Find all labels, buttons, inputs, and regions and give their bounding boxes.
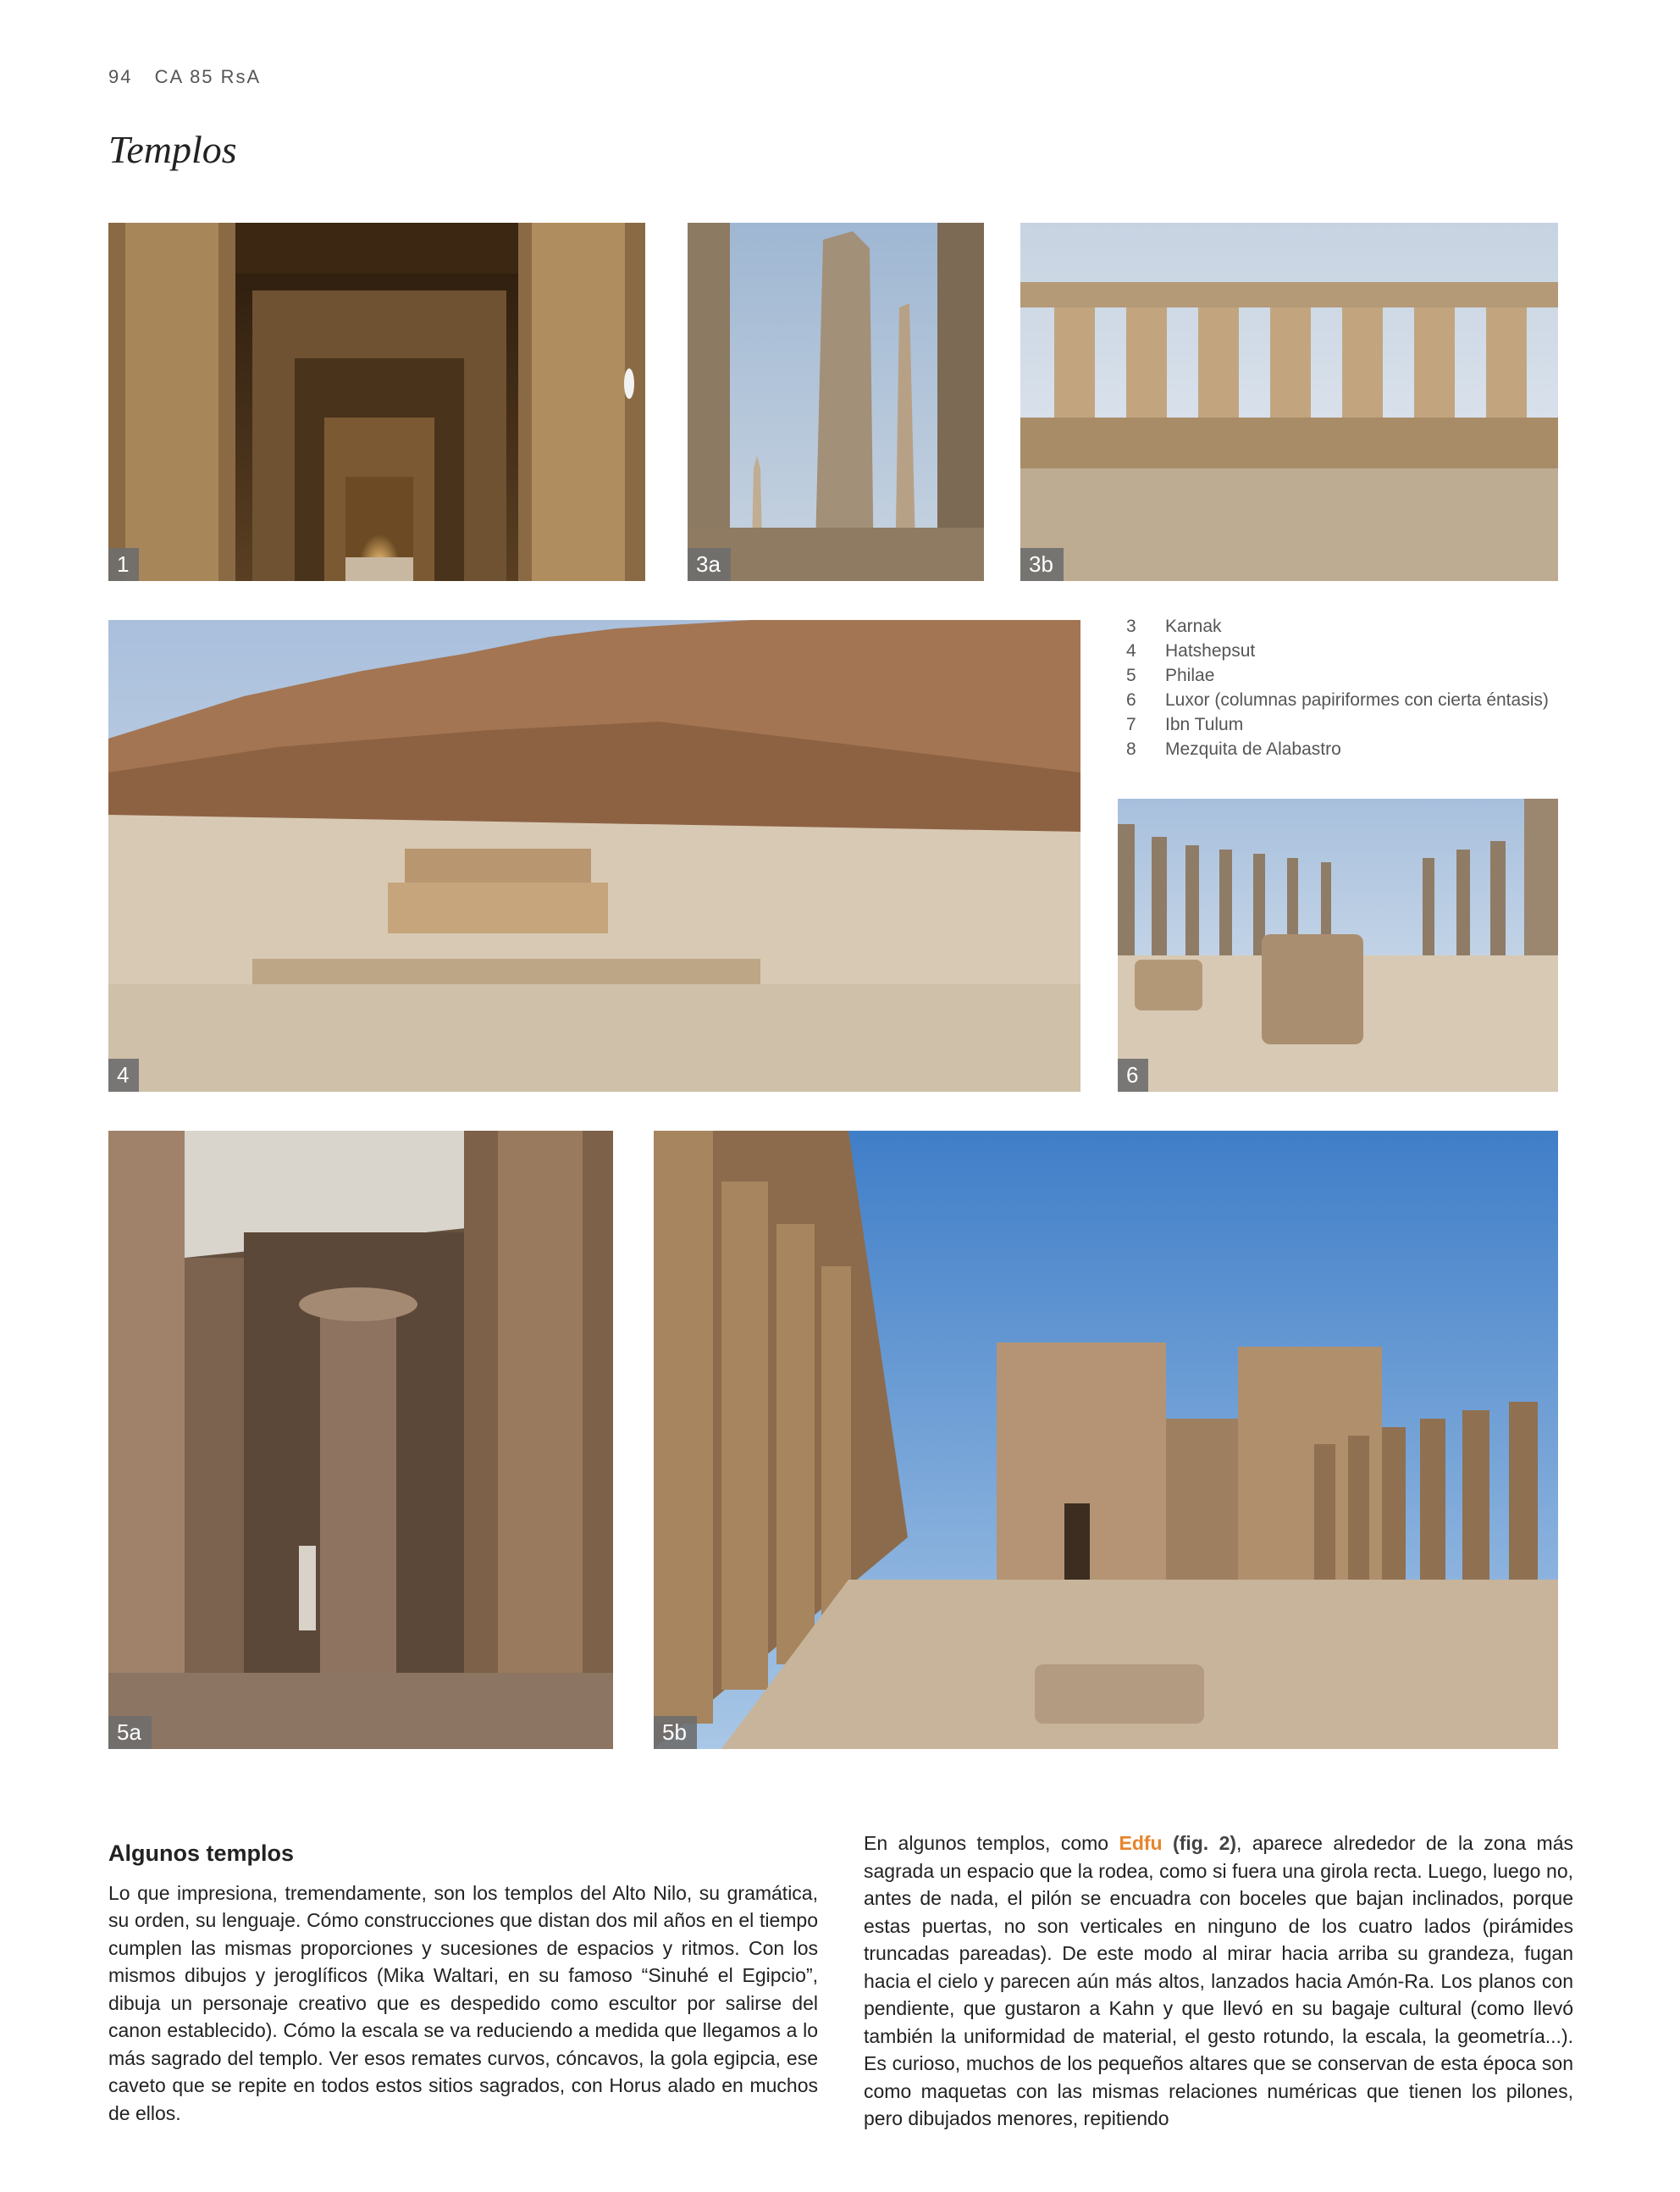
legend-item: 3 Karnak (1126, 617, 1222, 636)
figure-3a-label: 3a (688, 548, 731, 581)
edfu-highlight: Edfu (1119, 1832, 1163, 1854)
figure-5b-label: 5b (654, 1716, 697, 1749)
publication-name: CA 85 RsA (154, 66, 262, 87)
article-left-column (108, 1840, 818, 2127)
legend-item: 5 Philae (1126, 666, 1215, 685)
figure-5a-photo (108, 1131, 613, 1749)
figure-5b-photo (654, 1131, 1558, 1749)
running-head (108, 66, 261, 88)
figure-legend (1126, 617, 1549, 764)
article-left-paragraph: Lo que impresiona, tremendamente, son los templos del Alto Nilo, su gramática, su orden, su lenguaje. Cómo construcciones que distan dos mil años en el tiempo cumplen las mismas proporciones y sucesiones de espacios y ritmos. Con los mismos dibujos y jeroglíficos (Mika Waltari, en su famoso “Sinuhé el Egipcio”, dibuja un personaje creativo que es despedido como escultor por salirse del canon establecido). Cómo la escala se va reduciendo a medida que llegamos a lo más sagrado del templo. Ver esos remates curvos, cóncavos, la gola egipcia, ese caveto que se repite en todos estos sitios sagrados, con Horus alado en muchos de ellos. (108, 1881, 818, 2124)
figure-3b-label: 3b (1020, 548, 1064, 581)
article-heading: Algunos templos (108, 1841, 295, 1866)
figure-4-photo (108, 620, 1080, 1092)
page-number: 94 (108, 66, 133, 87)
figure-reference: (fig. 2) (1173, 1832, 1237, 1854)
legend-item: 6 Luxor (columnas papiriformes con cierta éntasis) (1126, 690, 1549, 710)
page-title: Templos (108, 128, 237, 171)
figure-6-label: 6 (1118, 1059, 1148, 1092)
figure-6-photo (1118, 799, 1558, 1092)
figure-3b-photo (1020, 223, 1558, 581)
figure-3a-photo (688, 223, 984, 581)
article-right-column (864, 1829, 1573, 2133)
legend-item: 4 Hatshepsut (1126, 641, 1256, 661)
figure-4-label: 4 (108, 1059, 139, 1092)
legend-item: 7 Ibn Tulum (1126, 715, 1244, 734)
figure-1-label: 1 (108, 548, 139, 581)
article-right-paragraph: En algunos templos, como Edfu (fig. 2), aparece alrededor de la zona más sagrada un espacio que la rodea, como si fuera una girola recta. Luego, luego no, antes de nada, el pilón se encuadra con boceles que bajan inclinados, porque estas puertas, no son verticales en ninguno de los cuatro lados (pirámides truncadas pareadas). De este modo al mirar hacia arriba su grandeza, fugan hacia el cielo y parecen aún más altos, lanzados hacia Amón-Ra. Los planos con pendiente, que gustaron a Kahn y que llevó en su bagaje cultural (como llevó también la uniformidad de material, el gesto rotundo, la escala, la geometría...). Es curioso, muchos de los pequeños altares que se conservan de esta época son como maquetas con las mismas relaciones numéricas que tienen los pilones, pero dibujados menores, repitiendo (864, 1832, 1573, 2129)
legend-item: 8 Mezquita de Alabastro (1126, 739, 1341, 759)
figure-1-photo (108, 223, 645, 581)
figure-5a-label: 5a (108, 1716, 152, 1749)
